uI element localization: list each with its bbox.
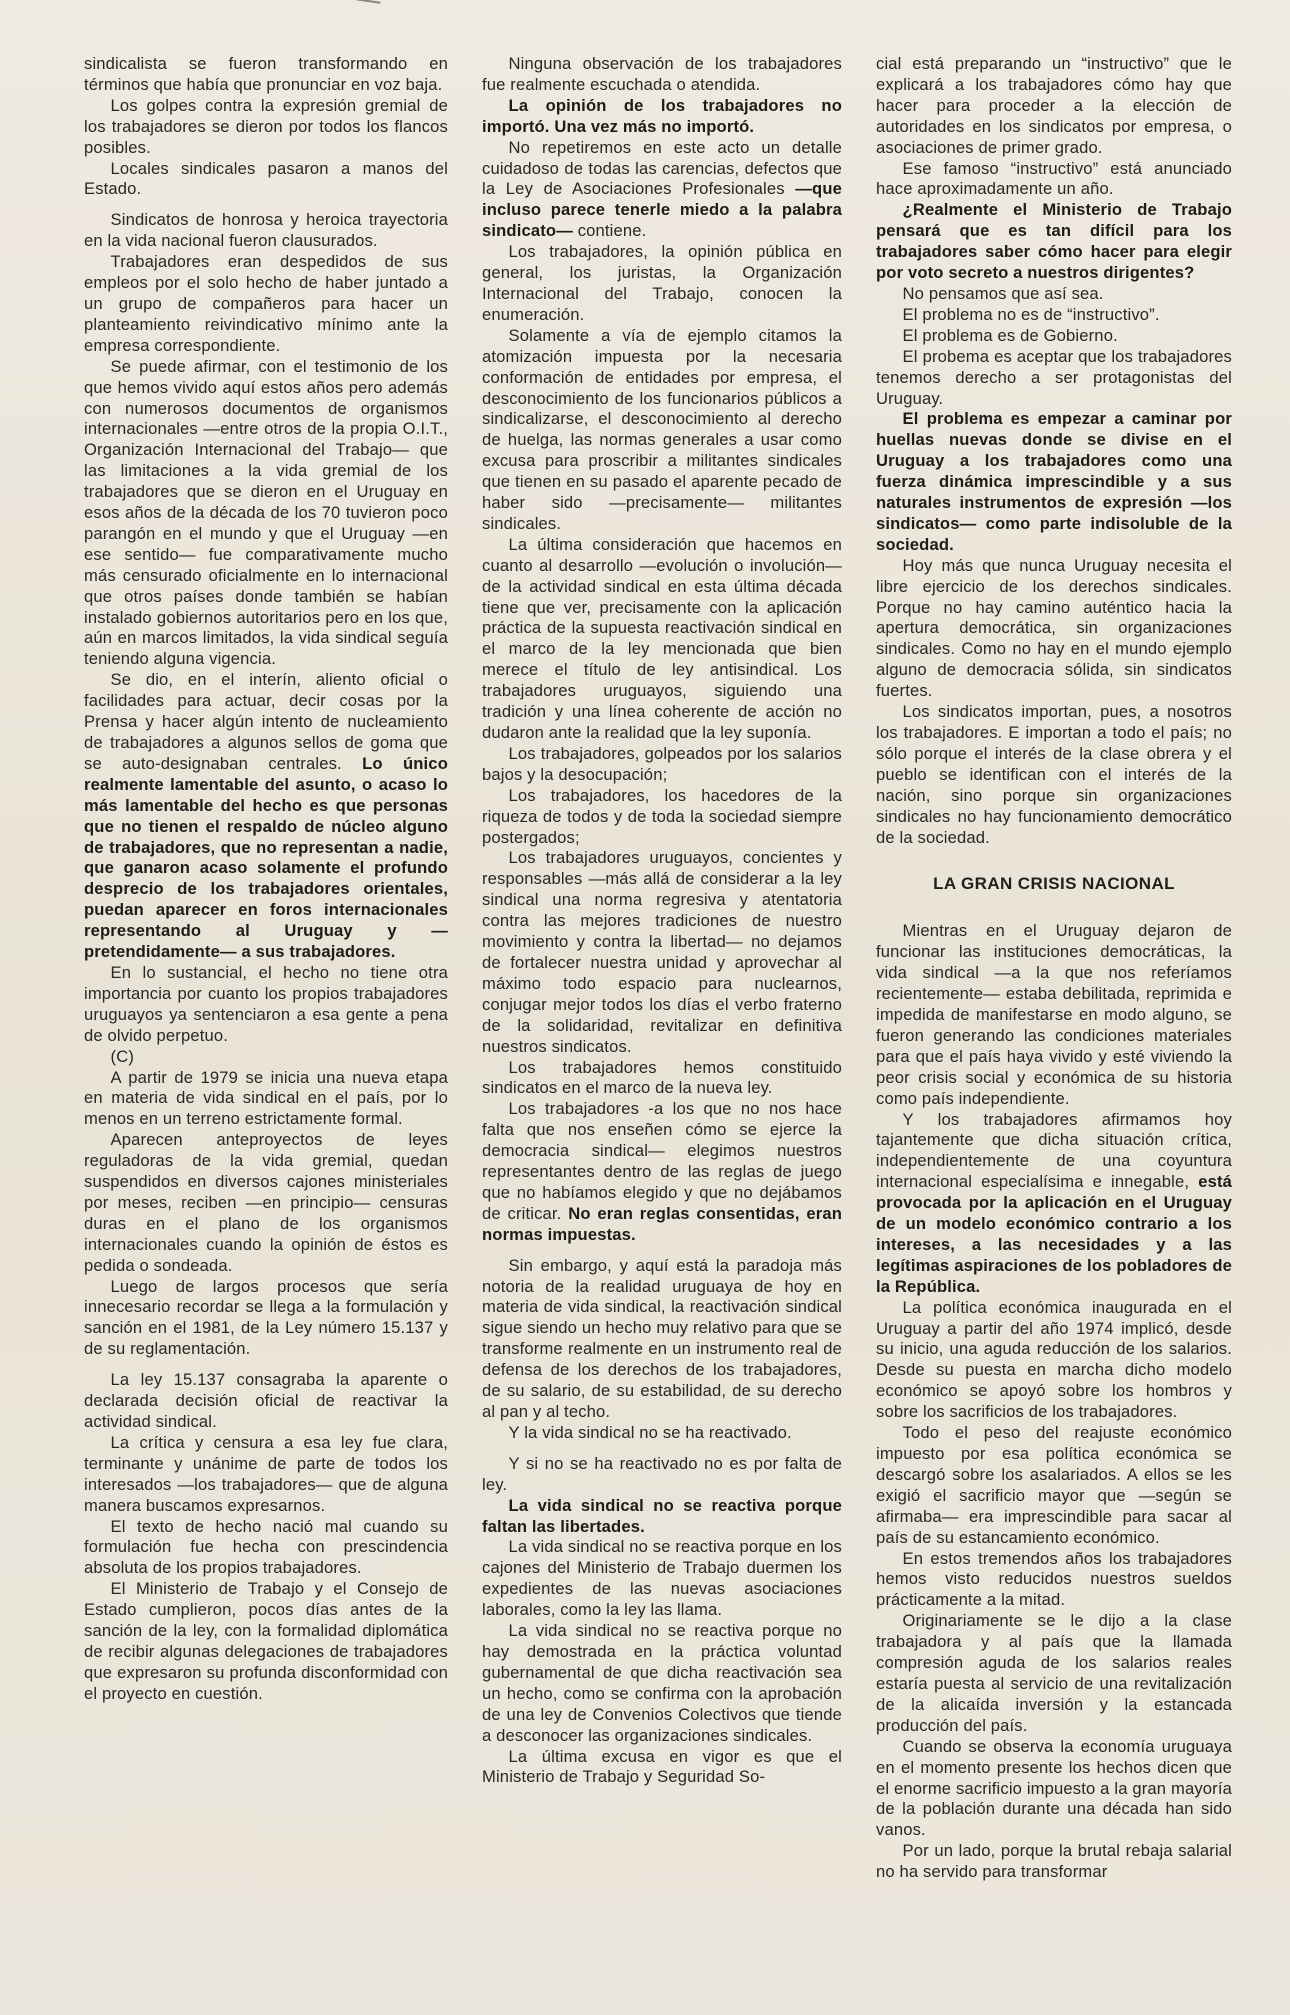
paragraph: No pensamos que así sea. xyxy=(902,283,1104,303)
paragraph: La vida sindical no se reactiva porque en los cajones del Ministerio de Trabajo duermen los expedientes de las nuevas asociaciones laborales, como la ley las llama. xyxy=(482,1537,842,1620)
paragraph: Los trabajadores uruguayos, concientes y responsables —más allá de considerar a la ley sindical una norma regresiva y atentatoria contra las mejores tradiciones de nuestro movimiento y contra la libertad— no dejamos de fortalecer nuestra unidad y aprovechar al máximo todo espacio para nuclearnos, conjugar mejor todos los días el verbo fraterno de la solidaridad, revitalizar en definitiva nuestros sindicatos. xyxy=(482,848,842,1056)
paragraph: Los golpes contra la expresión gremial de los trabajadores se dieron por todos los flancos posibles. xyxy=(84,95,448,157)
paragraph: Cuando se observa la economía uruguaya en el momento presente los hechos dicen que el enorme sacrificio impuesto a la gran mayoría de la población durante una década han sido vanos. xyxy=(876,1736,1232,1840)
paragraph xyxy=(482,1099,842,1245)
paragraph xyxy=(84,670,448,963)
paragraph: Y la vida sindical no se ha reactivado. xyxy=(508,1422,792,1442)
paragraph: La vida sindical no se reactiva porque no hay demostrada en la práctica voluntad gubernamental de que dicha reactivación sea un hecho, como se confirma con la aprobación de una ley de Convenios Colectivos que tiende a desconocer las organizaciones sindicales. xyxy=(482,1621,842,1745)
paragraph-text: contiene. xyxy=(577,221,647,241)
paragraph xyxy=(876,409,1232,555)
paragraph: Por un lado, porque la brutal rebaja salarial no ha servido para transformar xyxy=(876,1841,1232,1882)
paragraph: Y si no se ha reactivado no es por falta de ley. xyxy=(482,1453,842,1494)
paragraph: La ley 15.137 consagraba la aparente o declarada decisión oficial de reactivar la actividad sindical. xyxy=(84,1370,448,1431)
text-columns xyxy=(84,54,1240,1985)
bold-text: Lo único realmente lamentable del asunto, o acaso lo más lamentable del hecho es que personas que no tienen el respaldo de núcleo alguno de trabajadores, que no representan a nadie, que ganaron acaso solamente el profundo desprecio de los trabajadores orientales, puedan aparecer en foros internacionales representando al Uruguay y —pretendidamente— a sus trabajadores. xyxy=(84,753,448,962)
paragraph: Los sindicatos importan, pues, a nosotros los trabajadores. E importan a todo el país; no sólo porque el interés de la clase obrera y el pueblo se identifican con el interés de la nación, sino porque sin organizaciones sindicales no hay funcionamiento democrático de la sociedad. xyxy=(876,702,1232,847)
paragraph-text: No repetiremos en este acto un detalle cuidadoso de todas las carencias, defectos que la Ley de Asociaciones Profesionales xyxy=(482,137,842,199)
paragraph: El problema es de Gobierno. xyxy=(902,325,1118,345)
paragraph: La crítica y censura a esa ley fue clara, terminante y unánime de parte de todos los interesados —los trabajadores— que de alguna manera buscamos expresarnos. xyxy=(84,1432,448,1515)
bold-text: está provocada por la aplicación en el Uruguay de un modelo económico contrario a los intereses, a las necesidades y a las legítimas aspiraciones de los pobladores de la República. xyxy=(876,1172,1232,1296)
paragraph: Solamente a vía de ejemplo citamos la atomización impuesta por la necesaria conformación de entidades por empresa, el desconocimiento de los funcionarios públicos a sindicalizarse, el desconocimiento al derecho de huelga, las normas generales a usar como excusa para proscribir a militantes sindicales que tienen en su pasado el aparente pecado de haber sido —precisamente— militantes sindicales. xyxy=(482,325,842,533)
bold-text: El problema es empezar a caminar por huellas nuevas donde se divise en el Uruguay a los trabajadores como una fuerza dinámica imprescindible y a sus naturales instrumentos de expresión —los sindicatos— como parte indisoluble de la sociedad. xyxy=(876,409,1232,554)
paragraph: sindicalista se fueron transformando en términos que había que pronunciar en voz baja. xyxy=(84,54,448,94)
paragraph-text: Se dio, en el interín, aliento oficial o facilidades para actuar, decir cosas por la Prensa y hacer algún intento de nucleamiento de trabajadores a algunos sellos de goma que se auto-designaban centrales. xyxy=(84,670,448,773)
paragraph: La política económica inaugurada en el Uruguay a partir del año 1974 implicó, desde su inicio, una aguda reducción de los salarios. Desde su puesta en marcha dicho modelo económico se apoyó sobre los hombros y sobre los sacrificios de los trabajadores. xyxy=(876,1297,1232,1422)
bold-text: —que incluso parece tenerle miedo a la palabra sindicato— xyxy=(482,179,842,241)
paragraph xyxy=(482,1496,842,1538)
paragraph: En estos tremendos años los trabajadores hemos visto reducidos nuestros sueldos prácticamente a la mitad. xyxy=(876,1548,1232,1610)
column-1 xyxy=(84,54,448,1985)
paragraph xyxy=(482,96,842,138)
paragraph: La última consideración que hacemos en cuanto al desarrollo —evolución o involución— de la actividad sindical en esta última década tiene que ver, precisamente con la aplicación práctica de la supuesta reactivación sindical en el marco de la ley mencionada que bien merece el título de ley antisindical. Los trabajadores uruguayos, siguiendo una tradición y una línea coherente de acción no dudaron ante la realidad que la ley suponía. xyxy=(482,534,842,742)
bold-text: La vida sindical no se reactiva porque faltan las libertades. xyxy=(482,1495,842,1536)
paragraph: Los trabajadores hemos constituido sindicatos en el marco de la nueva ley. xyxy=(482,1057,842,1098)
paragraph xyxy=(876,200,1232,284)
bold-text: La opinión de los trabajadores no importó. Una vez más no importó. xyxy=(482,95,842,136)
paragraph: A partir de 1979 se inicia una nueva etapa en materia de vida sindical en el país, por lo menos en un terreno estrictamente formal. xyxy=(84,1067,448,1129)
column-3 xyxy=(876,54,1232,1985)
section-marker: (C) xyxy=(110,1046,135,1066)
paragraph: Los trabajadores, golpeados por los salarios bajos y la desocupación; xyxy=(482,743,842,784)
paragraph: Trabajadores eran despedidos de sus empleos por el solo hecho de haber juntado a un grupo de compañeros para hacer un planteamiento reivindicativo mínimo ante la empresa correspondiente. xyxy=(84,252,448,355)
paragraph xyxy=(876,1110,1232,1298)
paragraph: Todo el peso del reajuste económico impuesto por esa política económica se descargó sobre los asalariados. A ellos se les exigió el sacrificio mayor que —según se afirmaba— era imprescindible para sacar al país de su estancamiento económico. xyxy=(876,1423,1232,1547)
paragraph: Sindicatos de honrosa y heroica trayectoria en la vida nacional fueron clausurados. xyxy=(84,210,448,251)
column-2 xyxy=(482,54,842,1985)
paragraph: Los trabajadores, la opinión pública en general, los juristas, la Organización Internacional del Trabajo, conocen la enumeración. xyxy=(482,242,842,324)
paragraph: Luego de largos procesos que sería innecesario recordar se llega a la formulación y sanción en el 1981, de la Ley número 15.137 y de su reglamentación. xyxy=(84,1276,448,1359)
paragraph-text: Los trabajadores -a los que no nos hace falta que nos enseñen cómo se ejerce la democracia sindical— elegimos nuestros representantes dentro de las reglas de juego que no habíamos elegido y que no dejábamos de criticar. xyxy=(482,1099,842,1223)
paragraph: Originariamente se le dijo a la clase trabajadora y al país que la llamada compresión aguda de los salarios reales estaría puesta al servicio de una revitalización de la alicaída inversión y la estancada producción del país. xyxy=(876,1611,1232,1735)
paragraph: El Ministerio de Trabajo y el Consejo de Estado cumplieron, pocos días antes de la sanción de la ley, con la formalidad diplomática de recibir algunas delegaciones de trabajadores que expresaron su profunda disconformidad con el proyecto en cuestión. xyxy=(84,1579,448,1703)
paragraph: Ese famoso “instructivo” está anunciado hace aproximadamente un año. xyxy=(876,158,1232,199)
paragraph: En lo sustancial, el hecho no tiene otra importancia por cuanto los propios trabajadores uruguayos ya sentenciaron a esa gente a pena de olvido perpetuo. xyxy=(84,962,448,1045)
paragraph: Se puede afirmar, con el testimonio de los que hemos vivido aquí estos años pero además con numerosos documentos de organismos internacionales —entre otros de la propia O.I.T., Organización Internacional del Trabajo— que las limitaciones a la vida gremial de los trabajadores que se dieron en el Uruguay en esos años de la década de los 70 tuvieron poco parangón en el mundo y que el Uruguay —en ese sentido— fue comparativamente mucho más censurado oficialmente en lo internacional que otros países donde también se habían instalado gobiernos autoritarios pero en los que, aún en marcos limitados, la vida sindical seguía teniendo alguna vigencia. xyxy=(84,356,448,669)
paragraph: Los trabajadores, los hacedores de la riqueza de todos y de toda la sociedad siempre postergados; xyxy=(482,785,842,847)
paragraph: Sin embargo, y aquí está la paradoja más notoria de la realidad uruguaya de hoy en materia de vida sindical, la reactivación sindical sigue siendo un hecho muy relativo para que se transforme realmente en un instrumento real de defensa de los derechos de los trabajadores, de su salario, de su estabilidad, de su derecho al pan y al techo. xyxy=(482,1255,842,1421)
fold-mark xyxy=(356,0,381,10)
paragraph: cial está preparando un “instructivo” que le explicará a los trabajadores cómo hay que hacer para proceder a la elección de autoridades en los sindicatos por empresa, o asociaciones de primer grado. xyxy=(876,54,1232,157)
paragraph xyxy=(482,138,842,243)
section-heading: LA GRAN CRISIS NACIONAL xyxy=(933,874,1175,894)
paragraph: El probema es aceptar que los trabajadores tenemos derecho a ser protagonistas del Uruguay. xyxy=(876,346,1232,408)
paragraph: La última excusa en vigor es que el Ministerio de Trabajo y Seguridad So- xyxy=(482,1746,842,1787)
paragraph: Mientras en el Uruguay dejaron de funcionar las instituciones democráticas, la vida sindical —a la que nos referíamos recientemente— estaba debilitada, reprimida e impedida de manifestarse en modo alguno, se fueron generando las condiciones materiales para que el país haya vivido y esté viviendo la peor crisis social y económica de su historia como país independiente. xyxy=(876,921,1232,1108)
bold-text: No eran reglas consentidas, eran normas impuestas. xyxy=(482,1203,842,1244)
paragraph-text: Y los trabajadores afirmamos hoy tajantemente que dicha situación crítica, independientemente de una coyuntura internacional especialísima e innegable, xyxy=(876,1109,1232,1192)
bold-text: ¿Realmente el Ministerio de Trabajo pensará que es tan difícil para los trabajadores saber cómo hacer para elegir por voto secreto a nuestros dirigentes? xyxy=(876,200,1232,283)
paragraph: El problema no es de “instructivo”. xyxy=(902,304,1160,324)
paragraph: Aparecen anteproyectos de leyes reguladoras de la vida gremial, quedan suspendidos en diversos cajones ministeriales por meses, reciben —en principio— censuras duras en el plano de los organismos internacionales cuando la opinión de éstos es pedida o sondeada. xyxy=(84,1130,448,1275)
paragraph: Locales sindicales pasaron a manos del Estado. xyxy=(84,158,448,199)
paragraph: Ninguna observación de los trabajadores fue realmente escuchada o atendida. xyxy=(482,54,842,94)
paragraph: El texto de hecho nació mal cuando su formulación fue hecha con prescindencia absoluta de los propios trabajadores. xyxy=(84,1516,448,1578)
paragraph: Hoy más que nunca Uruguay necesita el libre ejercicio de los derechos sindicales. Porque no hay camino auténtico hacia la apertura democrática, sin organizaciones sindicales. Como no hay en el mundo ejemplo alguno de democracia sólida, sin sindicatos fuertes. xyxy=(876,555,1232,701)
